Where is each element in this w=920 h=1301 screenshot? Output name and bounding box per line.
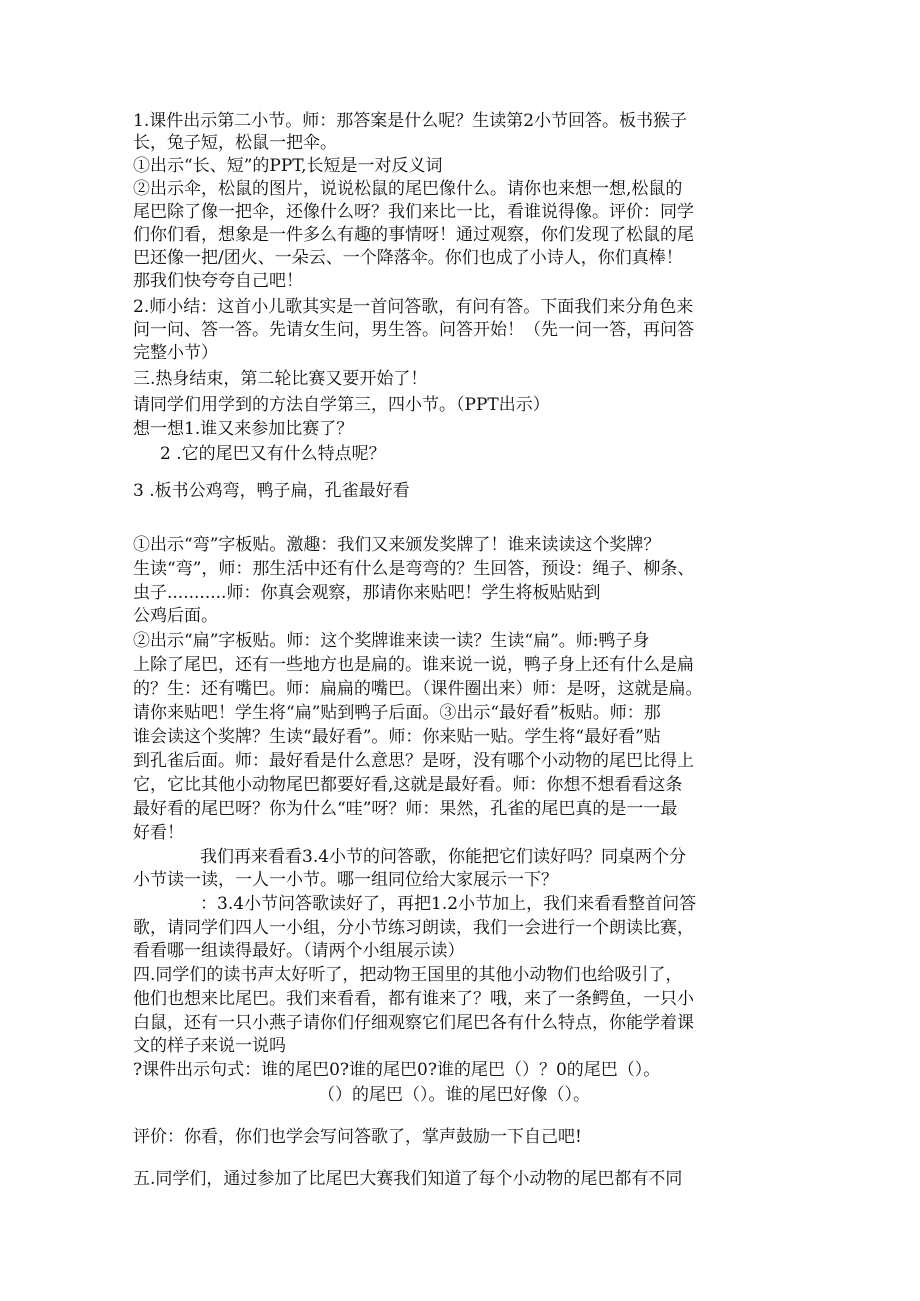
text-line: ①出示“弯”字板贴。激趣：我们又来颁发奖牌了！谁来读读这个奖牌？: [133, 535, 661, 555]
text-line: 看看哪一组读得最好。（请两个小组展示读）: [133, 941, 465, 961]
text-line: 文的样子来说一说吗: [133, 1036, 286, 1056]
text-line: ①出示“长、短”的PPT,长短是一对反义词: [133, 156, 443, 176]
text-line: 公鸡后面。: [133, 606, 218, 626]
text-line: 虫子...........师：你真会观察，那请你来贴吧！学生将板贴贴到: [133, 583, 601, 603]
text-line: 们你们看，想象是一件多么有趣的事情呀！通过观察，你们发现了松鼠的尾: [133, 225, 694, 245]
text-line: 3 .板书公鸡弯，鸭子扁，孔雀最好看: [133, 481, 410, 501]
text-line: 请你来贴吧！学生将“扁”贴到鸭子后面。③出示“最好看”板贴。师：那: [133, 703, 661, 723]
text-line: 长，兔子短，松鼠一把伞。: [133, 133, 337, 153]
text-line: 到孔雀后面。师：最好看是什么意思？是呀，没有哪个小动物的尾巴比得上: [133, 751, 694, 771]
text-line: 五.同学们，通过参加了比尾巴大赛我们知道了每个小动物的尾巴都有不同: [133, 1169, 683, 1189]
text-line: 的？生：还有嘴巴。师：扁扁的嘴巴。（课件圈出来）师：是呀，这就是扁。: [133, 679, 703, 699]
text-line: 他们也想来比尾巴。我们来看看，都有谁来了？哦，来了一条鳄鱼，一只小: [133, 989, 694, 1009]
text-line: 那我们快夸夸自己吧！: [133, 271, 303, 291]
text-line: 上除了尾巴，还有一些地方也是扁的。谁来说一说，鸭子身上还有什么是扁: [133, 655, 694, 675]
text-line: 1.课件出示第二小节。师：那答案是什么呢？生读第2小节回答。板书猴子: [133, 111, 688, 131]
text-line: 尾巴除了像一把伞，还像什么呀？我们来比一比，看谁说得像。评价：同学: [133, 202, 694, 222]
text-line: 2.师小结：这首小儿歌其实是一首问答歌，有问有答。下面我们来分角色来: [133, 297, 694, 317]
text-line: ：3.4小节问答歌读好了，再把1.2小节加上，我们来看看整首问答: [200, 894, 697, 914]
text-line: 想一想1.谁又来参加比赛了？: [133, 419, 354, 439]
text-line: 白鼠，还有一只小燕子请你们仔细观察它们尾巴各有什么特点，你能学着课: [133, 1013, 694, 1033]
text-line: 评价：你看，你们也学会写问答歌了，掌声鼓励一下自己吧!: [133, 1127, 582, 1147]
text-line: 它，它比其他小动物尾巴都要好看,这就是最好看。师：你想不想看看这条: [133, 775, 683, 795]
text-line: ②出示伞，松鼠的图片，说说松鼠的尾巴像什么。请你也来想一想,松鼠的: [133, 179, 683, 199]
text-line: 歌，请同学们四人一小组，分小节练习朗读，我们一会进行一个朗读比赛，: [133, 918, 694, 938]
text-line: 我们再来看看3.4小节的问答歌，你能把它们读好吗？同桌两个分: [200, 847, 687, 867]
text-line: （）的尾巴（）。谁的尾巴好像（）。: [318, 1085, 590, 1105]
text-line: 巴还像一把/团火、一朵云、一个降落伞。你们也成了小诗人，你们真棒！: [133, 248, 683, 268]
text-line: 问一问、答一答。先请女生问，男生答。问答开始！（先一问一答，再问答: [133, 320, 694, 340]
text-line: 好看！: [133, 823, 184, 843]
text-line: 完整小节）: [133, 343, 218, 363]
text-line: ?课件出示句式：谁的尾巴0?谁的尾巴0?谁的尾巴（）？0的尾巴（）。: [133, 1060, 661, 1080]
text-line: 四.同学们的读书声太好听了，把动物王国里的其他小动物们也给吸引了，: [133, 965, 683, 985]
text-line: 请同学们用学到的方法自学第三，四小节。（PPT出示）: [133, 395, 550, 415]
text-line: 谁会读这个奖牌？生读“最好看”。师：你来贴一贴。学生将“最好看”贴: [133, 727, 661, 747]
text-line: 三.热身结束，第二轮比赛又要开始了！: [133, 369, 428, 389]
text-line: ②出示“扁”字板贴。师：这个奖牌谁来读一读？生读“扁”。师:鸭子身: [133, 631, 650, 651]
text-line: 最好看的尾巴呀？你为什么“哇”呀？师：果然，孔雀的尾巴真的是一一最: [133, 799, 678, 819]
text-line: 生读“弯”，师：那生活中还有什么是弯弯的？生回答，预设：绳子、柳条、: [133, 559, 695, 579]
text-line: 小节读一读，一人一小节。哪一组同位给大家展示一下？: [133, 870, 558, 890]
text-line: 2 .它的尾巴又有什么特点呢？: [160, 444, 386, 464]
